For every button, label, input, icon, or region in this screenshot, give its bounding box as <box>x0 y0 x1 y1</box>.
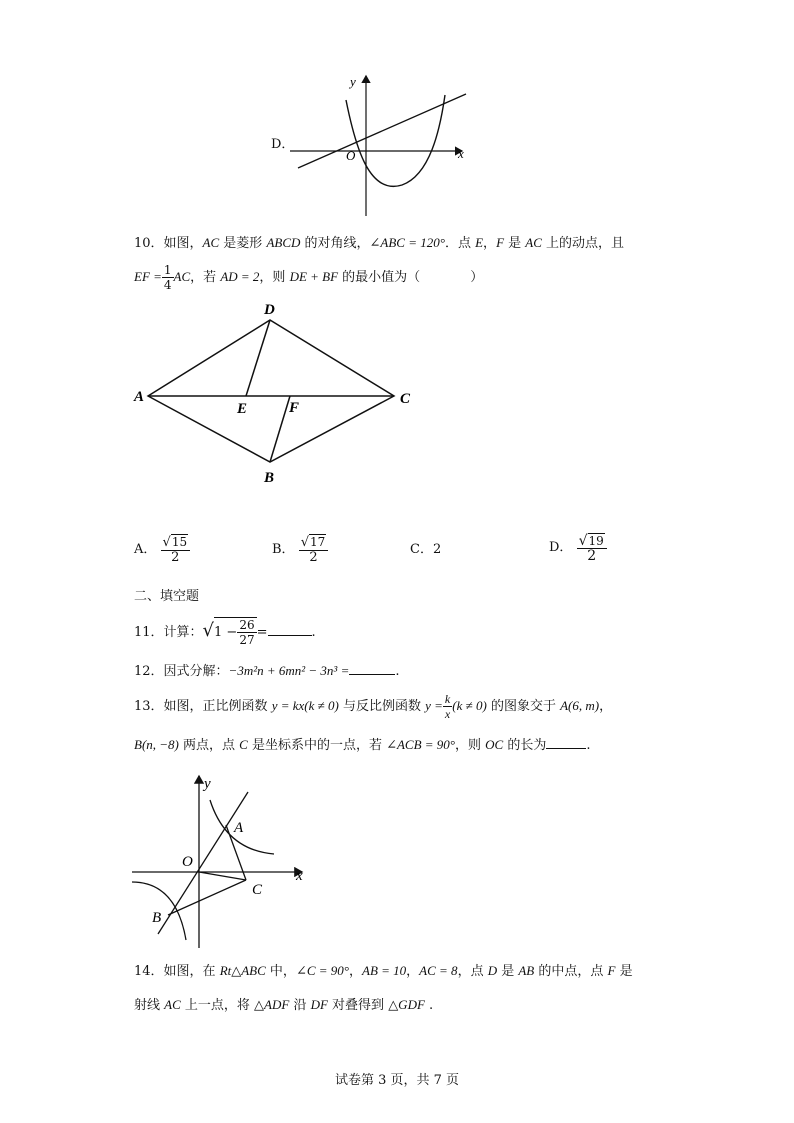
q11: 11．计算：√1 − $\frac{26}{27}$ = . <box>134 618 316 647</box>
q10-option-d[interactable]: D． $\frac{√19}{2}$ <box>549 528 607 568</box>
q13-label-y: y <box>204 776 211 792</box>
section-title: 二、填空题 <box>134 589 200 604</box>
q10-option-b[interactable]: B． $\frac{√17}{2}$ <box>272 530 328 570</box>
q13-label-b: B <box>152 910 162 926</box>
q14-line2: 射线 AC 上一点，将 △ADF 沿 DF 对叠得到 △GDF . <box>134 997 434 1013</box>
q9-line <box>298 94 466 168</box>
q10-line2: EF = $\frac{1}{4}$ AC，若 AD = 2，则 DE + BF 的最小值为（ ） <box>134 263 484 292</box>
q10-option-a[interactable]: A． $\frac{√15}{2}$ <box>134 530 190 570</box>
q10-rhombus-figure <box>130 296 430 491</box>
q9-origin-label: O <box>346 148 356 163</box>
q13-segment-bc <box>168 880 246 915</box>
q9-option-letter: D． <box>271 137 295 152</box>
q13-label-a: A <box>234 820 244 836</box>
q13-label-x: x <box>296 868 303 884</box>
q13-answer-blank[interactable] <box>546 748 586 749</box>
q13-line-y-kx <box>158 792 248 934</box>
q10-segment-de <box>246 320 270 396</box>
q12: 12．因式分解：−3m²n + 6mn² − 3n³ = . <box>134 663 400 679</box>
q10-label-a: A <box>134 389 145 405</box>
q11-answer-blank[interactable] <box>268 635 312 636</box>
q10-label-d: D <box>264 302 275 318</box>
q10-label-e: E <box>237 401 248 417</box>
q10-fraction: $\frac{1}{4}$ <box>163 263 172 292</box>
q10-label-b: B <box>264 470 275 486</box>
page-footer: 试卷第 3 页，共 7 页 <box>334 1073 460 1088</box>
q10-label-c: C <box>400 391 411 407</box>
q10-label-f: F <box>289 400 300 416</box>
q10-rhombus <box>148 320 394 462</box>
q10-option-c[interactable]: C．2 <box>410 542 442 557</box>
q13-line2: B(n, −8) 两点，点 C 是坐标系中的一点，若 ∠ACB = 90°，则 OC 的长为 . <box>134 737 591 753</box>
q10-line1: 10．如图，AC 是菱形 ABCD 的对角线，∠ABC = 120°．点 E，F 是 AC 上的动点，且 <box>134 235 625 251</box>
q13-label-c: C <box>252 882 263 898</box>
q13-segment-oc <box>199 872 246 880</box>
q14-line1: 14．如图，在 Rt△ABC 中，∠C = 90°，AB = 10，AC = 8，点 D 是 AB 的中点，点 F 是 <box>134 963 633 979</box>
q13-label-o: O <box>182 854 193 870</box>
q13-line1: 13．如图，正比例函数 y = kx(k ≠ 0) 与反比例函数 y = $\frac{k}{x}$ (k ≠ 0) 的图象交于 A(6, m)， <box>134 692 613 721</box>
q12-answer-blank[interactable] <box>349 674 395 675</box>
q9-y-label: y <box>350 74 356 89</box>
q10-segment-bf <box>270 396 290 462</box>
q13-coordinate-figure <box>130 770 310 952</box>
q9-option-d-graph <box>290 70 480 220</box>
q9-x-label: x <box>458 146 464 161</box>
